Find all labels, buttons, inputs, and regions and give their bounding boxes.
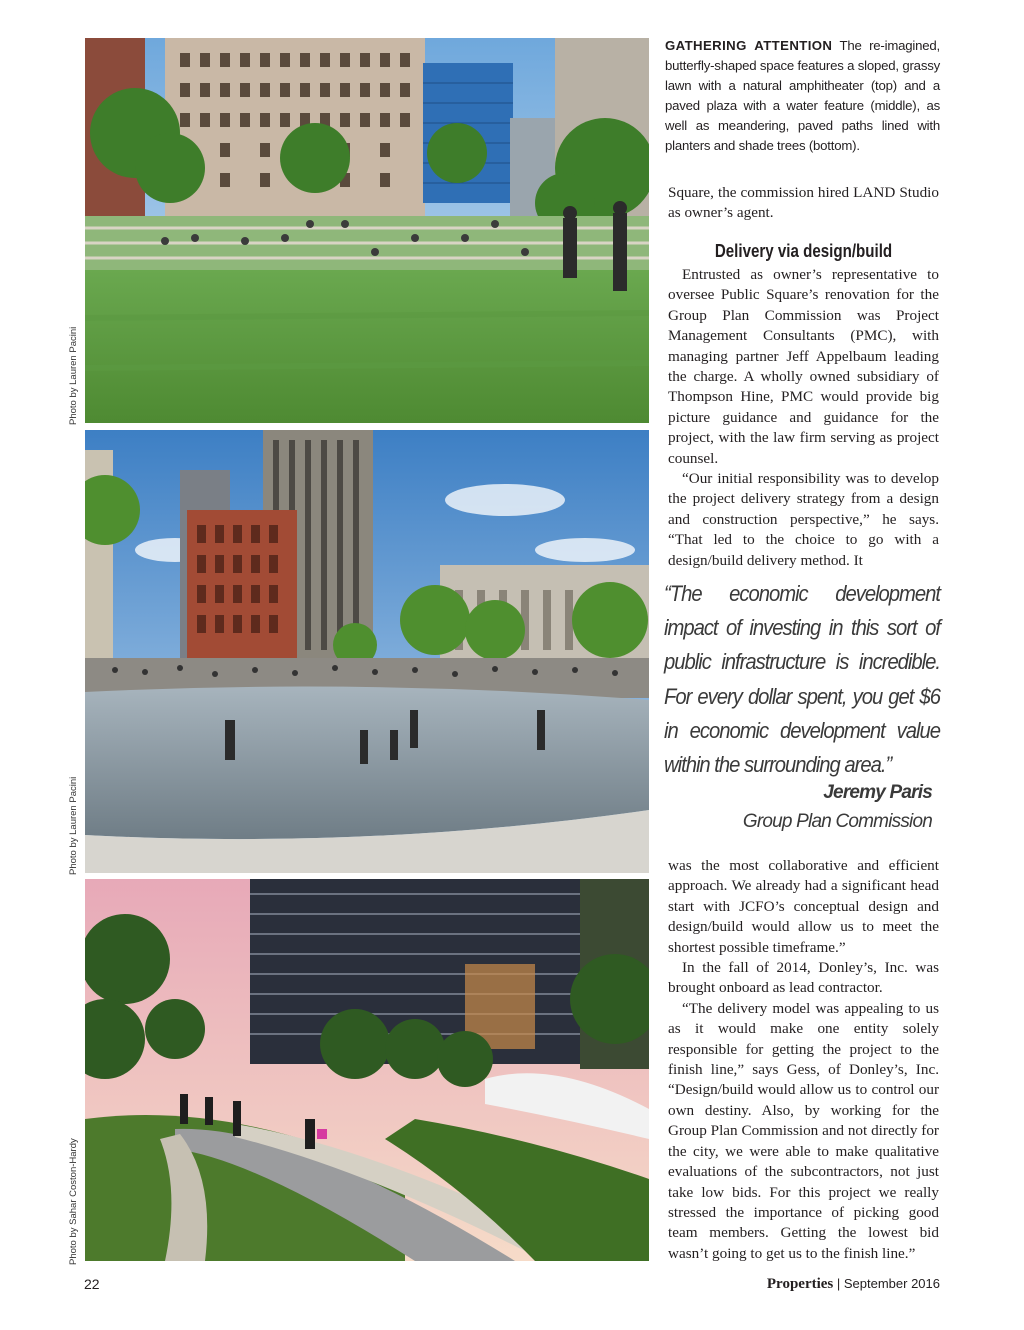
pull-quote-organization: Group Plan Commission xyxy=(742,811,932,832)
article-paragraph: Square, the commission hired LAND Studio as owner’s agent. xyxy=(668,184,939,222)
caption-lead: GATHERING ATTENTION xyxy=(665,38,833,53)
article-paragraph: Entrusted as owner’s representative to oversee Public Square’s renovation for the Group Plan Commission was Project Management Consultants (PMC), with managing partner Jeff Appelbaum leading the charge. A wholly owned subsidiary of Thompson Hine, PMC would provide big picture guidance and guidance for the project, with the law firm serving as project counsel. xyxy=(668,266,939,467)
article-paragraph: “Our initial responsibility was to develop the project delivery strategy from a design and construction perspective,” he says. “That led to the choice to go with a design/build delivery method. It xyxy=(668,470,939,569)
page-number: 22 xyxy=(84,1276,100,1292)
photo-lawn-amphitheater xyxy=(85,38,649,423)
footer-separator: | xyxy=(833,1276,844,1291)
article-column-lower xyxy=(668,856,939,1264)
article-paragraph: “The delivery model was appealing to us as it would make one entity solely responsible for getting the project to the finish line,” says Gess, of Donley’s, Inc. “Design/build would allow us to control our own destiny. Also, by working for the Group Plan Commission and not directly for the city, we were able to make qualitative evaluations of the subcontractors, not just take low bids. For this project we really stressed the importance of picking good team members. Getting the lowest bid wasn’t going to get us to the finish line.” xyxy=(668,999,939,1262)
publication-name: Properties xyxy=(766,1276,834,1292)
photo3-credit: Photo by Sahar Coston-Hardy xyxy=(68,1138,79,1265)
photo-plaza-image xyxy=(85,430,649,873)
article-paragraph: In the fall of 2014, Donley’s, Inc. was brought onboard as lead contractor. xyxy=(668,959,939,997)
pull-quote-name: Jeremy Paris xyxy=(823,782,932,803)
pull-quote: “The economic development impact of investing in this sort of public infrastructure is incredible. For every dollar spent, you get $6 in economic development value within the surrounding area.” xyxy=(664,581,940,778)
article-intro xyxy=(668,183,939,224)
issue-date: September 2016 xyxy=(843,1276,940,1291)
photo2-credit: Photo by Lauren Pacini xyxy=(68,776,79,875)
article-paragraph: was the most collaborative and efficient approach. We already had a significant head start with JCFO’s conceptual design and design/build would allow us to meet the shortest possible timeframe.” xyxy=(668,857,939,956)
article-column-upper xyxy=(668,265,939,571)
photo-paths-image xyxy=(85,879,649,1261)
photo-caption xyxy=(665,36,940,156)
photo-paths-planters xyxy=(85,879,649,1261)
photo-plaza-water-feature xyxy=(85,430,649,873)
section-subhead: Delivery via design/build xyxy=(714,241,893,261)
footer-publication xyxy=(767,1276,940,1293)
photo1-credit: Photo by Lauren Pacini xyxy=(68,326,79,425)
photo-lawn-image xyxy=(85,38,649,423)
caption-text: The re-imagined, butterfly-shaped space features a sloped, grassy lawn with a natural amphitheater (top) and a paved plaza with a water feature (middle), as well as meandering, paved paths lined with planters and shade trees (bottom). xyxy=(665,38,940,153)
